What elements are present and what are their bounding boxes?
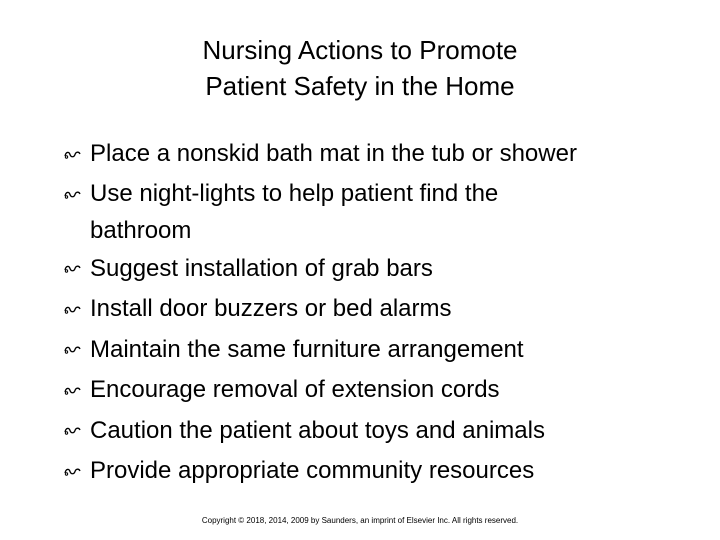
- bullet-text: Use night-lights to help patient find the bathroom: [90, 179, 499, 244]
- bullet-item: [60, 411, 700, 452]
- scroll-curl-icon: [63, 330, 81, 370]
- bullet-text: Place a nonskid bath mat in the tub or shower: [90, 140, 577, 167]
- bullet-list: [60, 134, 700, 492]
- bullet-item: [60, 249, 700, 290]
- scroll-curl-icon: [63, 175, 81, 215]
- bullet-text: Encourage removal of extension cords: [90, 376, 500, 403]
- scroll-curl-icon: [63, 249, 81, 289]
- slide-title-line-1: Nursing Actions to Promote: [202, 35, 518, 65]
- scroll-curl-icon: [63, 289, 81, 329]
- bullet-item: [60, 330, 700, 371]
- copyright-notice: Copyright © 2018, 2014, 2009 by Saunders, an imprint of Elsevier Inc. All rights reserved.: [201, 516, 519, 525]
- slide-title-line-2: Patient Safety in the Home: [205, 71, 515, 101]
- bullet-text: Provide appropriate community resources: [90, 457, 535, 484]
- scroll-curl-icon: [63, 370, 81, 410]
- bullet-item: [60, 175, 700, 249]
- bullet-item: [60, 451, 700, 492]
- slide-title: [60, 32, 660, 104]
- bullet-item: [60, 370, 700, 411]
- bullet-text: Maintain the same furniture arrangement: [90, 335, 524, 363]
- scroll-curl-icon: [63, 451, 81, 491]
- bullet-item: [60, 134, 700, 175]
- bullet-text: Suggest installation of grab bars: [90, 254, 433, 282]
- bullet-text: Caution the patient about toys and animals: [90, 416, 545, 444]
- scroll-curl-icon: [63, 134, 81, 174]
- scroll-curl-icon: [63, 411, 81, 451]
- bullet-item: [60, 289, 700, 330]
- bullet-text: Install door buzzers or bed alarms: [90, 295, 452, 322]
